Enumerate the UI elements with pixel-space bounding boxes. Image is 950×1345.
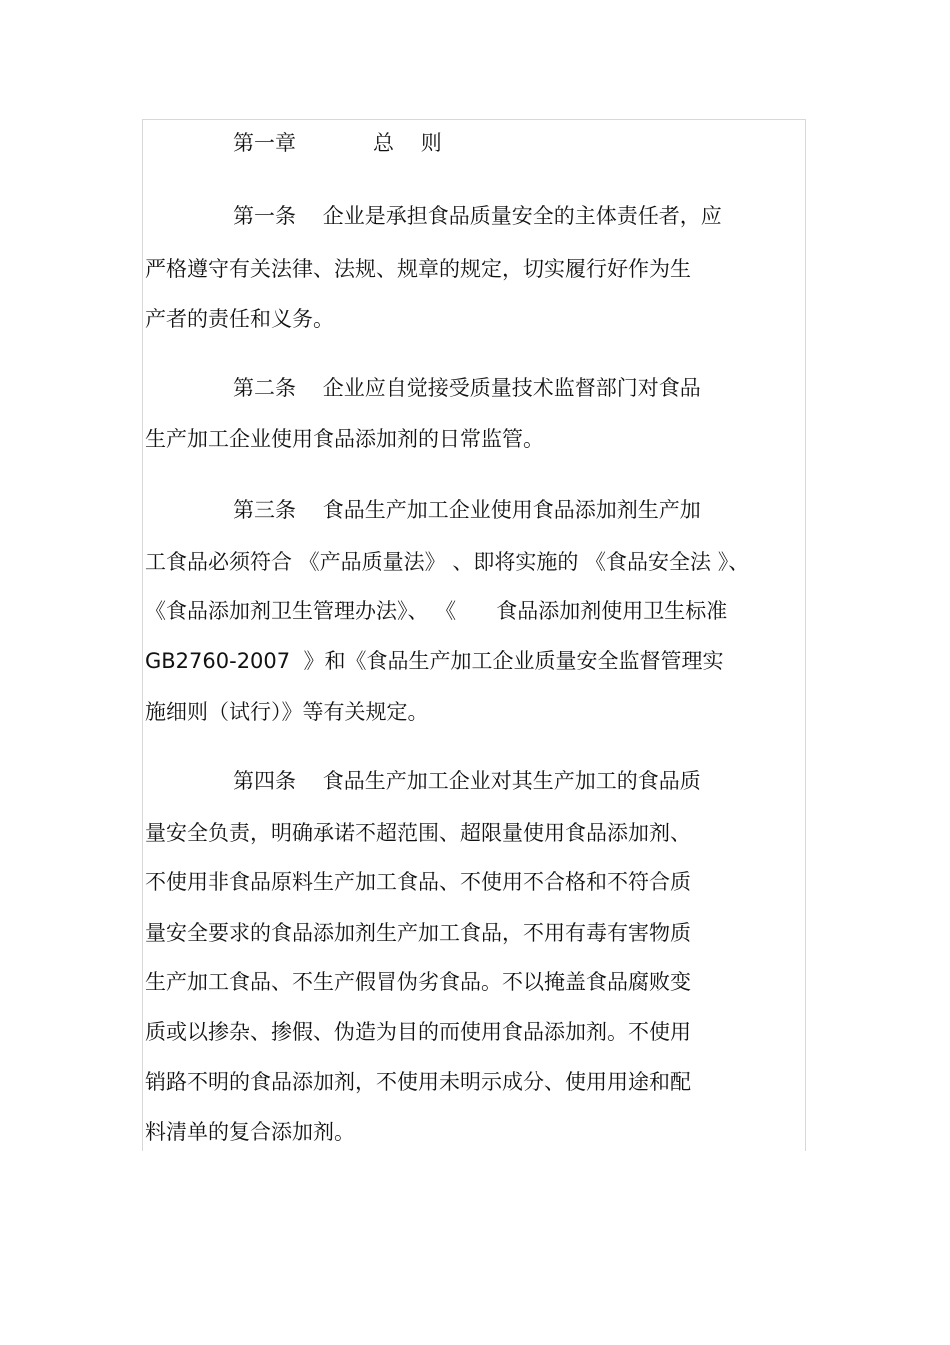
article-4-line-3: 不使用非食品原料生产加工食品、不使用不合格和不符合质 <box>145 870 691 894</box>
article-4-line-2: 量安全负责，明确承诺不超范围、超限量使用食品添加剂、 <box>145 821 691 845</box>
article-4-line-6: 质或以掺杂、掺假、伪造为目的而使用食品添加剂。不使用 <box>145 1020 691 1044</box>
article-4-line-4: 量安全要求的食品添加剂生产加工食品，不用有毒有害物质 <box>145 921 691 945</box>
article-3-line-5: 施细则（试行）》等有关规定。 <box>145 700 429 724</box>
article-4-line-5: 生产加工食品、不生产假冒伪劣食品。不以掩盖食品腐败变 <box>145 970 691 994</box>
article-4-line-1: 第四条 食品生产加工企业对其生产加工的食品质 <box>233 769 701 793</box>
article-3-line-3: 《食品添加剂卫生管理办法》、 《 食品添加剂使用卫生标准 <box>145 599 728 623</box>
chapter-number: 第一章 <box>233 131 296 155</box>
article-3-line-2: 工食品必须符合 《产品质量法》 、即将实施的 《食品安全法 》、 <box>145 550 750 574</box>
chapter-title: 总 则 <box>373 131 442 155</box>
article-3-line-4: GB2760-2007 》和《食品生产加工企业质量安全监督管理实 <box>145 649 724 673</box>
article-2-line-2: 生产加工企业使用食品添加剂的日常监管。 <box>145 427 544 451</box>
article-3-line-1: 第三条 食品生产加工企业使用食品添加剂生产加 <box>233 498 701 522</box>
article-1-line-2: 严格遵守有关法律、法规、规章的规定，切实履行好作为生 <box>145 257 691 281</box>
article-1-line-1: 第一条 企业是承担食品质量安全的主体责任者，应 <box>233 204 722 228</box>
article-1-line-3: 产者的责任和义务。 <box>145 307 334 331</box>
article-4-line-8: 料清单的复合添加剂。 <box>145 1120 355 1144</box>
article-2-line-1: 第二条 企业应自觉接受质量技术监督部门对食品 <box>233 376 701 400</box>
article-4-line-7: 销路不明的食品添加剂，不使用未明示成分、使用用途和配 <box>145 1070 691 1094</box>
